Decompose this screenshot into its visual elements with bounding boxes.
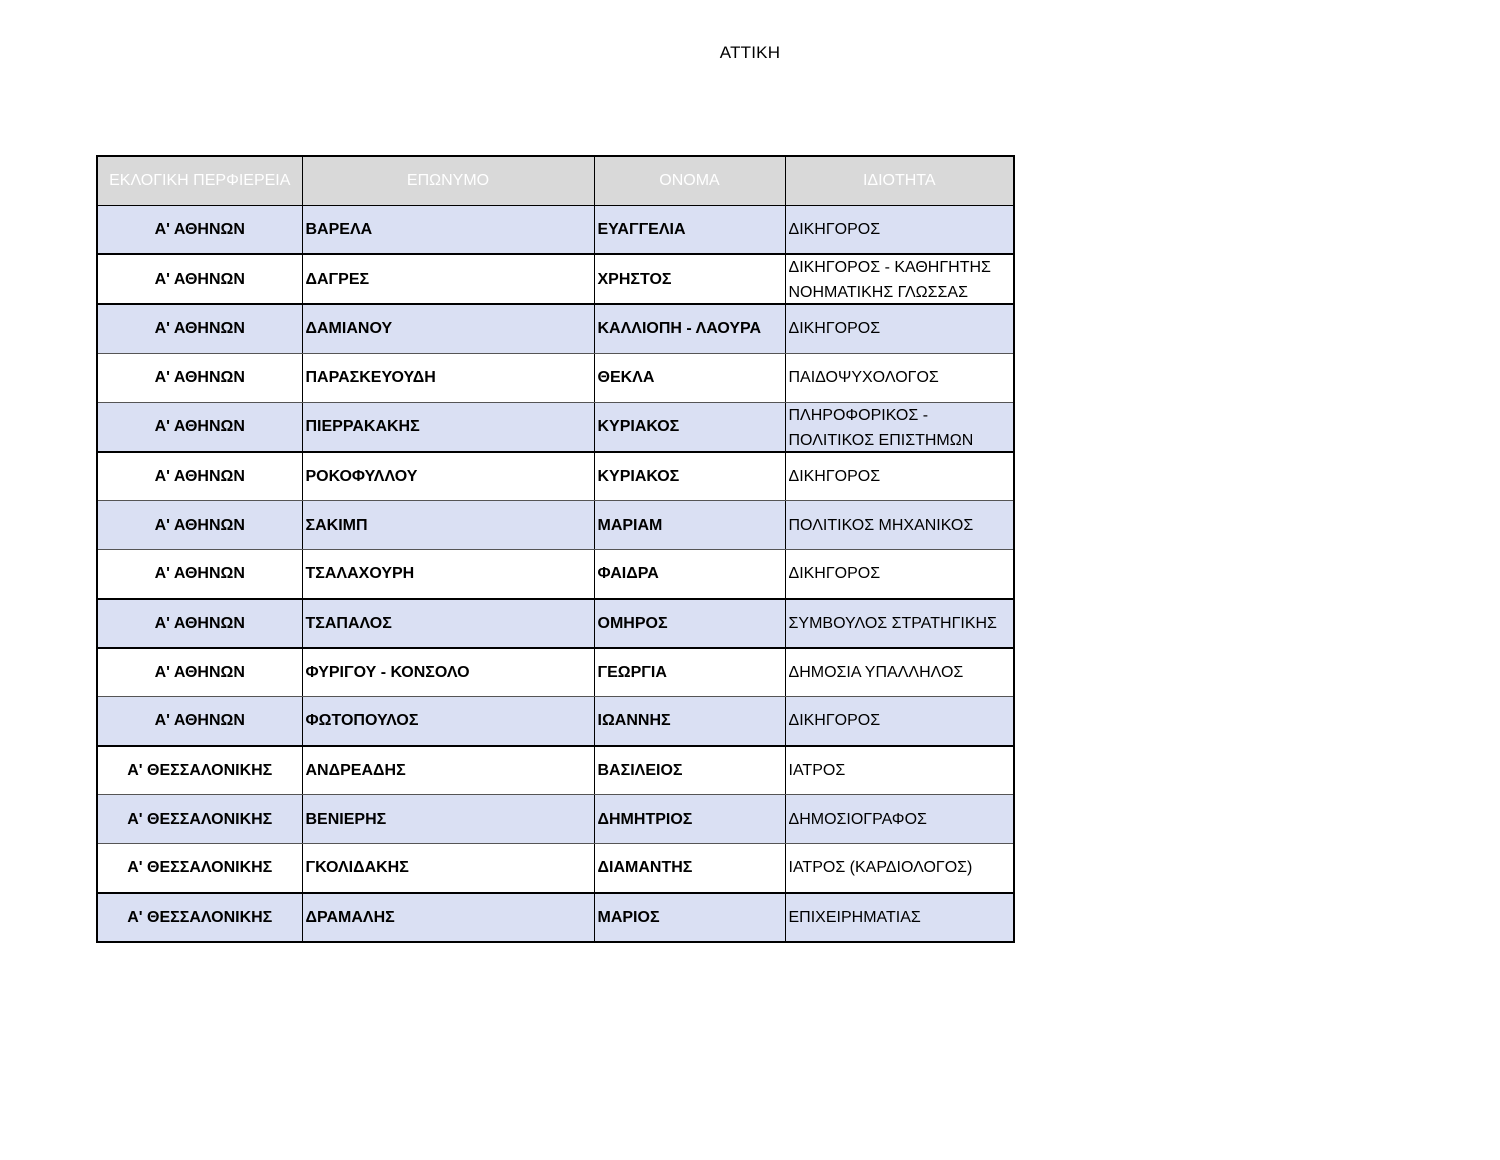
cell-name: ΘΕΚΛΑ bbox=[594, 353, 785, 402]
profession-text: ΔΙΚΗΓΟΡΟΣ bbox=[788, 220, 881, 238]
cell-name: ΓΕΩΡΓΙΑ bbox=[594, 648, 785, 697]
cell-profession bbox=[785, 795, 1014, 844]
table-row bbox=[97, 795, 1014, 844]
cell-region: Α' ΘΕΣΣΑΛΟΝΙΚΗΣ bbox=[97, 893, 302, 942]
profession-text: ΠΑΙΔΟΨΥΧΟΛΟΓΟΣ bbox=[788, 369, 939, 386]
cell-profession bbox=[785, 353, 1014, 402]
cell-region: Α' ΑΘΗΝΩΝ bbox=[97, 697, 302, 746]
cell-profession bbox=[785, 648, 1014, 697]
cell-region: Α' ΘΕΣΣΑΛΟΝΙΚΗΣ bbox=[97, 746, 302, 795]
profession-text: ΔΙΚΗΓΟΡΟΣ - ΚΑΘΗΓΗΤΗΣ ΝΟΗΜΑΤΙΚΗΣ ΓΛΩΣΣΑΣ bbox=[788, 259, 991, 301]
cell-region: Α' ΑΘΗΝΩΝ bbox=[97, 648, 302, 697]
table-row bbox=[97, 648, 1014, 697]
profession-text: ΙΑΤΡΟΣ (ΚΑΡΔΙΟΛΟΓΟΣ) bbox=[788, 859, 973, 877]
table-row bbox=[97, 550, 1014, 599]
profession-text: ΕΠΙΧΕΙΡΗΜΑΤΙΑΣ bbox=[788, 908, 921, 926]
table-row bbox=[97, 304, 1014, 353]
cell-profession bbox=[785, 452, 1014, 501]
profession-text: ΔΗΜΟΣΙΟΓΡΑΦΟΣ bbox=[788, 810, 927, 828]
profession-text: ΙΑΤΡΟΣ bbox=[788, 761, 846, 779]
profession-text: ΔΙΚΗΓΟΡΟΣ bbox=[788, 467, 881, 485]
cell-name: ΧΡΗΣΤΟΣ bbox=[594, 254, 785, 304]
cell-profession bbox=[785, 893, 1014, 942]
cell-profession bbox=[785, 599, 1014, 648]
cell-region: Α' ΑΘΗΝΩΝ bbox=[97, 254, 302, 304]
table-row bbox=[97, 254, 1014, 304]
cell-surname: ΦΥΡΙΓΟΥ - ΚΟΝΣΟΛΟ bbox=[302, 648, 594, 697]
cell-region: Α' ΑΘΗΝΩΝ bbox=[97, 501, 302, 550]
profession-text: ΠΟΛΙΤΙΚΟΣ ΜΗΧΑΝΙΚΟΣ bbox=[788, 516, 974, 534]
cell-surname: ΔΑΜΙΑΝΟΥ bbox=[302, 304, 594, 353]
cell-profession bbox=[785, 304, 1014, 353]
cell-region: Α' ΑΘΗΝΩΝ bbox=[97, 452, 302, 501]
cell-surname: ΒΕΝΙΕΡΗΣ bbox=[302, 795, 594, 844]
cell-name: ΟΜΗΡΟΣ bbox=[594, 599, 785, 648]
cell-profession bbox=[785, 746, 1014, 795]
cell-name: ΒΑΣΙΛΕΙΟΣ bbox=[594, 746, 785, 795]
cell-name: ΙΩΑΝΝΗΣ bbox=[594, 697, 785, 746]
cell-profession bbox=[785, 501, 1014, 550]
header-region: ΕΚΛΟΓΙΚΗ ΠΕΡΦΙΕΡΕΙΑ bbox=[97, 156, 302, 205]
table-row bbox=[97, 402, 1014, 452]
table-row bbox=[97, 893, 1014, 942]
cell-name: ΜΑΡΙΑΜ bbox=[594, 501, 785, 550]
header-profession: ΙΔΙΟΤΗΤΑ bbox=[785, 156, 1014, 205]
cell-profession bbox=[785, 254, 1014, 304]
cell-region: Α' ΑΘΗΝΩΝ bbox=[97, 353, 302, 402]
cell-name: ΔΙΑΜΑΝΤΗΣ bbox=[594, 844, 785, 893]
header-surname: ΕΠΩΝΥΜΟ bbox=[302, 156, 594, 205]
table-row bbox=[97, 844, 1014, 893]
cell-profession bbox=[785, 205, 1014, 254]
table-row bbox=[97, 501, 1014, 550]
cell-surname: ΤΣΑΠΑΛΟΣ bbox=[302, 599, 594, 648]
cell-name: ΚΑΛΛΙΟΠΗ - ΛΑΟΥΡΑ bbox=[594, 304, 785, 353]
profession-text: ΔΙΚΗΓΟΡΟΣ bbox=[788, 712, 881, 730]
cell-profession bbox=[785, 844, 1014, 893]
table-row bbox=[97, 697, 1014, 746]
cell-region: Α' ΘΕΣΣΑΛΟΝΙΚΗΣ bbox=[97, 844, 302, 893]
table-row bbox=[97, 205, 1014, 254]
cell-name: ΕΥΑΓΓΕΛΙΑ bbox=[594, 205, 785, 254]
cell-surname: ΠΑΡΑΣΚΕΥΟΥΔΗ bbox=[302, 353, 594, 402]
table-row bbox=[97, 746, 1014, 795]
cell-surname: ΦΩΤΟΠΟΥΛΟΣ bbox=[302, 697, 594, 746]
cell-name: ΜΑΡΙΟΣ bbox=[594, 893, 785, 942]
page-title: ΑΤΤΙΚΗ bbox=[719, 43, 781, 62]
cell-surname: ΔΡΑΜΑΛΗΣ bbox=[302, 893, 594, 942]
cell-surname: ΡΟΚΟΦΥΛΛΟΥ bbox=[302, 452, 594, 501]
cell-surname: ΒΑΡΕΛΑ bbox=[302, 205, 594, 254]
cell-name: ΦΑΙΔΡΑ bbox=[594, 550, 785, 599]
cell-surname: ΤΣΑΛΑΧΟΥΡΗ bbox=[302, 550, 594, 599]
profession-text: ΔΙΚΗΓΟΡΟΣ bbox=[788, 565, 881, 583]
cell-name: ΚΥΡΙΑΚΟΣ bbox=[594, 452, 785, 501]
cell-profession bbox=[785, 550, 1014, 599]
cell-region: Α' ΑΘΗΝΩΝ bbox=[97, 599, 302, 648]
cell-surname: ΔΑΓΡΕΣ bbox=[302, 254, 594, 304]
cell-surname: ΠΙΕΡΡΑΚΑΚΗΣ bbox=[302, 402, 594, 452]
cell-profession bbox=[785, 697, 1014, 746]
profession-text: ΔΙΚΗΓΟΡΟΣ bbox=[788, 320, 881, 338]
candidates-table bbox=[96, 155, 1015, 943]
table-header-row bbox=[97, 156, 1014, 205]
table-row bbox=[97, 353, 1014, 402]
cell-surname: ΣΑΚΙΜΠ bbox=[302, 501, 594, 550]
cell-region: Α' ΑΘΗΝΩΝ bbox=[97, 402, 302, 452]
cell-surname: ΓΚΟΛΙΔΑΚΗΣ bbox=[302, 844, 594, 893]
cell-region: Α' ΑΘΗΝΩΝ bbox=[97, 550, 302, 599]
table-row bbox=[97, 599, 1014, 648]
cell-region: Α' ΑΘΗΝΩΝ bbox=[97, 304, 302, 353]
table-row bbox=[97, 452, 1014, 501]
profession-text: ΣΥΜΒΟΥΛΟΣ ΣΤΡΑΤΗΓΙΚΗΣ bbox=[788, 614, 997, 632]
cell-name: ΔΗΜΗΤΡΙΟΣ bbox=[594, 795, 785, 844]
cell-region: Α' ΑΘΗΝΩΝ bbox=[97, 205, 302, 254]
profession-text: ΔΗΜΟΣΙΑ ΥΠΑΛΛΗΛΟΣ bbox=[788, 663, 964, 681]
cell-name: ΚΥΡΙΑΚΟΣ bbox=[594, 402, 785, 452]
cell-surname: ΑΝΔΡΕΑΔΗΣ bbox=[302, 746, 594, 795]
cell-region: Α' ΘΕΣΣΑΛΟΝΙΚΗΣ bbox=[97, 795, 302, 844]
profession-text: ΠΛΗΡΟΦΟΡΙΚΟΣ - ΠΟΛΙΤΙΚΟΣ ΕΠΙΣΤΗΜΩΝ bbox=[788, 406, 974, 449]
cell-profession bbox=[785, 402, 1014, 452]
header-name: ΟΝΟΜΑ bbox=[594, 156, 785, 205]
